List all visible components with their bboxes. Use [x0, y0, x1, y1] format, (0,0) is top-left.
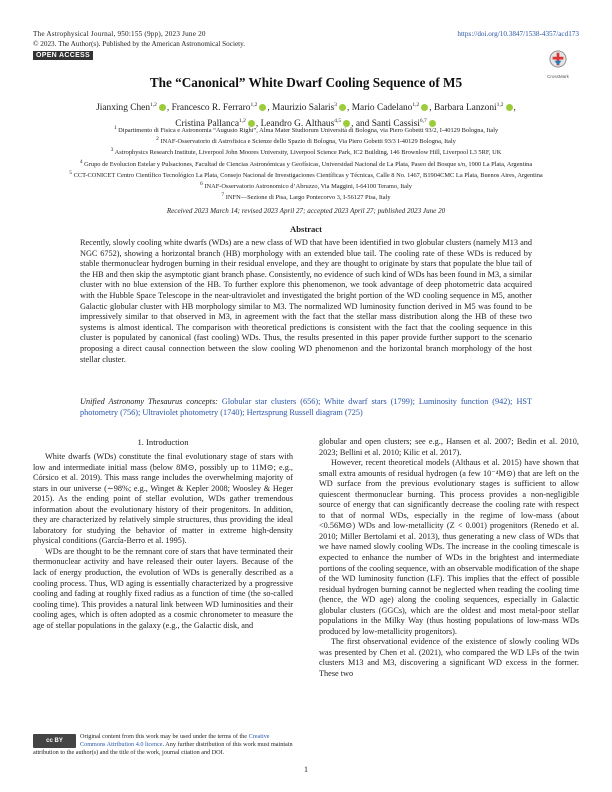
keywords-label: Unified Astronomy Thesaurus concepts: [80, 397, 218, 406]
affiliation [40, 135, 572, 146]
affiliation-text: Grupo de Evolucion Estelar y Pulsaciones, Facultad de Ciencias Astronómicas y Geofísicas, Universidad Nacional de La Plata, Paseo del Bosque s/n, 1900 La Plata, Argentina [84, 160, 533, 168]
doi-link[interactable]: https://doi.org/10.3847/1538-4357/acd173 [457, 30, 579, 38]
affiliation-text: INAF-Osservatorio Astronomico d’Abruzzo, Via Maggini, I-64100 Teramo, Italy [204, 183, 412, 191]
affiliation-number: 2 [156, 136, 159, 143]
keyword-link[interactable]: White dwarf stars (1799); [324, 397, 415, 406]
license-text-1: Original content from this work may be used under the terms of the [80, 733, 248, 740]
affiliation [40, 180, 572, 191]
author-affiliation-marker: 3 [334, 102, 338, 108]
page-number: 1 [304, 765, 308, 774]
affiliation [40, 158, 572, 169]
author-name: Francesco R. Ferraro [171, 103, 251, 114]
affiliation-list [40, 124, 572, 203]
section-heading-introduction: 1. Introduction [137, 437, 189, 447]
license-notice [33, 733, 293, 757]
orcid-icon[interactable] [339, 104, 346, 111]
author-affiliation-marker: 1,2 [150, 102, 157, 108]
affiliation-text: INAF-Osservatorio di Astrofisica e Scienze dello Spazio di Bologna, Via Piero Gobetti 93/3 I-40129 Bologna, Italy [160, 138, 456, 146]
orcid-icon[interactable] [259, 104, 266, 111]
abstract-heading: Abstract [290, 224, 322, 234]
publication-dates: Received 2023 March 14; revised 2023 April 27; accepted 2023 April 27; published 2023 June 20 [166, 207, 446, 215]
affiliation-number: 1 [113, 125, 117, 131]
author-name: Mario Cadelano [351, 103, 413, 114]
journal-citation: The Astrophysical Journal, 950:155 (9pp), 2023 June 20 [33, 30, 206, 38]
keyword-link[interactable]: Luminosity function (942); [418, 397, 513, 406]
affiliation-number: 5 [69, 169, 72, 176]
affiliation-text: Astrophysics Research Institute, Liverpool John Moores University, Liverpool Science Park, IC2 Building, 146 Brownlow Hill, Liverpool L3 5RF, UK [114, 149, 502, 157]
affiliation-number: 7 [221, 192, 225, 199]
affiliation-number: 6 [199, 181, 203, 188]
author-name: Maurizio Salaris [272, 103, 335, 114]
affiliation-text: INFN—Sezione di Pisa, Largo Pontecorvo 3, I-56127 Pisa, Italy [225, 194, 391, 202]
intro-paragraph-2-cont: globular and open clusters; see e.g., Hansen et al. 2007; Bedin et al. 2010, 2023; Bellini et al. 2010; Kilic et al. 2017). [319, 437, 579, 457]
intro-paragraph-1: White dwarfs (WDs) constitute the final evolutionary stage of stars with low and intermediate initial mass (below 8M⊙, possibly up to 11M⊙; e.g., Córsico et al. 2019). This mass range includes the overwhelming majority of stars in our universe (∼98%; e.g., Winget & Kepler 2008; Woosley & Heger 2015). As the ending point of stellar evolution, WDs gather tremendous information about the evolutionary history of their progenitors. In addition, they are characterized by relatively simple structures, thus providing the ideal laboratory for studying the behavior of matter in extreme high-density physical conditions (García-Berro et al. 1995). [33, 452, 293, 546]
column-right [319, 437, 579, 680]
crossmark-icon [549, 50, 567, 68]
author-name: Cristina Pallanca [175, 118, 240, 129]
intro-paragraph-4: The first observational evidence of the existence of slowly cooling WDs was presented by Chen et al. (2021), who compared the WD LFs of the twin clusters M13 and M3, discovering a significant WD excess in the former. These two [319, 637, 579, 679]
uat-keywords [80, 397, 532, 418]
author-name: and Santi Cassisi [355, 118, 420, 129]
affiliation-text: Dipartimento di Fisica e Astronomia “Augusto Righi”, Alma Mater Studiorum Università di Bologna, via Piero Gobetti 93/2, I-40129 Bologna, Italy [118, 127, 499, 135]
author-affiliation-marker: 6,7 [419, 117, 427, 124]
intro-paragraph-3: However, recent theoretical models (Althaus et al. 2015) have shown that small extra amounts of residual hydrogen (a few 10⁻⁴M⊙) that are left on the WD surface from the previous evolutionary stages is sufficient to allow quiescent thermonuclear burning. This process provides a non-negligible source of energy that can significantly decrease the cooling rate with respect to that of normal WDs, especially in the regime of low-mass (about <0.56M⊙) WDs and low-metallicity (Z < 0.001) progenitors (Renedo et al. 2010; Miller Bertolami et al. 2013), thus generating a new class of WDs that we have named slowly cooling WDs. The increase in the cooling timescale is expected to enhance the number of WDs in the brightest and intermediate portions of the cooling sequence, with an observable modification of the shape of the WD luminosity function (LF). This implies that the effect of possible residual hydrogen burning cannot be neglected when reading the cooling time (hence, the WD age) along the cooling sequences, especially in Galactic globular clusters (GGCs), which are the oldest and most metal-poor stellar populations in the Milky Way (thus hosting populations of low-mass WDs produced by low-metallicity progenitors). [319, 458, 579, 636]
cc-license-link[interactable]: Creative Commons Attribution 4.0 licence [80, 733, 270, 748]
author-affiliation-marker: 1,2 [250, 102, 258, 108]
author-list: Jianxing Chen$^{1,2}$ , Francesco R. Ferraro$^{1,2}$ , Maurizio Salaris$^3$ , Mario Cadelano$^{1,2}$ , Barbara Lanzoni$^{1,2}$ , Cristina Pallanca$^{1,2}$ , Leandro G. Althaus$^{4,5}$ , and Santi Cassisi$^{6,7}$ [96, 102, 516, 129]
crossmark-label: CrossMark [547, 74, 569, 79]
orcid-icon[interactable] [159, 104, 166, 111]
affiliation-text: CCT-CONICET Centro Científico Tecnológico La Plata, Consejo Nacional de Investigaciones Científicas y Técnicas, Calle 8 No. 1467, B1904CMC La Plata, Buenos Aires, Argentina [73, 172, 543, 179]
affiliation [40, 191, 572, 202]
affiliation [40, 124, 572, 135]
affiliation-number: 3 [110, 147, 114, 154]
cc-by-badge[interactable]: cc BY [33, 734, 76, 748]
affiliation [40, 169, 572, 180]
license-text-2: . Any further distribution of this work must maintain attribution to the author(s) and the title of the work, journal citation and DOI. [33, 741, 293, 756]
affiliation-number: 4 [79, 158, 83, 165]
orcid-icon[interactable] [506, 104, 513, 111]
keyword-link[interactable]: HST photometry (756); [80, 397, 533, 417]
column-left [33, 452, 293, 631]
keyword-link[interactable]: Ultraviolet photometry (1740); [142, 407, 245, 417]
author-affiliation-marker: 1,2 [496, 102, 504, 108]
author-name: Barbara Lanzoni [433, 103, 497, 114]
author-affiliation-marker: 1,2 [412, 102, 420, 108]
copyright-notice: © 2023. The Author(s). Published by the American Astronomical Society. [33, 40, 246, 48]
orcid-icon[interactable] [421, 104, 428, 111]
author-name: Jianxing Chen [96, 103, 151, 114]
keyword-link[interactable]: Globular star clusters (656); [221, 397, 321, 406]
affiliation [40, 146, 572, 157]
intro-paragraph-2: WDs are thought to be the remnant core of stars that have terminated their thermonuclear activity and have released their outer layers. Because of the lack of energy production, the evolution of WDs is generally described as a cooling process. Thus, WD aging is essentially characterized by a progressive cooling and fading at roughly fixed radius as a function of time (the so-called cooling time). This provides a natural link between WD luminosities and their cooling ages, which is often adopted as a cosmic chronometer to measure the age of stellar populations in the galaxy (e.g., the Galactic disk, and [33, 546, 293, 630]
keyword-link[interactable]: Hertzsprung Russell diagram (725) [246, 407, 363, 417]
open-access-badge: OPEN ACCESS [33, 51, 93, 60]
author-affiliation-marker: 4,5 [334, 117, 342, 124]
author-affiliation-marker: 1,2 [239, 117, 246, 124]
paper-title: The “Canonical” White Dwarf Cooling Sequence of M5 [149, 75, 463, 90]
author-name: Leandro G. Althaus [260, 118, 335, 129]
abstract-text: Recently, slowly cooling white dwarfs (WDs) are a new class of WD that have been identified in two globular clusters (namely M13 and NGC 6752), showing a horizontal branch (HB) morphology with an extended blue tail. The cooling rate of these WDs is reduced by stable thermonuclear hydrogen burning in their residual envelope, and they are thought to originate by stars that populate the blue tail of the HB and then skip the asymptotic giant branch phase. Consistently, no evidence of such kind of WDs has been found in M3, a similar cluster with no blue extension of the HB. To further explore this phenomenon, we took advantage of deep photometric data acquired with the Hubble Space Telescope in the near-ultraviolet and investigated the bright portion of the WD cooling sequence in M5, another Galactic globular cluster with HB morphology similar to M3. The normalized WD luminosity function derived in M5 was found to be impressively similar to that observed in M3, in agreement with the fact that the stellar mass distribution along the HB of these two systems is almost identical. The comparison with theoretical predictions is consistent with the fact that the cooling sequence in this cluster is populated by canonical (fast cooling) WDs. Thus, the results presented in this paper provide further support to the scenario proposing a direct causal connection between the slow cooling WD phenomenon and the horizontal branch morphology of the host stellar cluster. [80, 238, 532, 364]
